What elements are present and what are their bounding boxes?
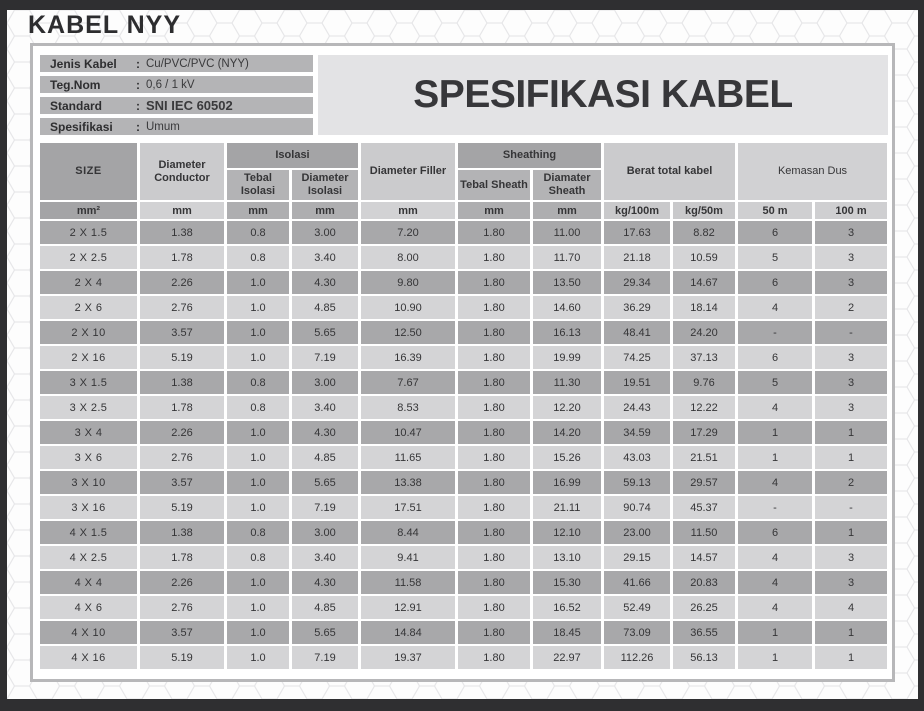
data-cell: 36.55: [673, 621, 735, 644]
data-cell: 14.84: [361, 621, 455, 644]
header-sheathing-group: Sheathing: [458, 143, 601, 168]
data-cell: 6: [738, 346, 812, 369]
data-cell: 3.57: [140, 471, 224, 494]
data-cell: 13.10: [533, 546, 601, 569]
size-cell: 4 X 10: [40, 621, 137, 644]
table-row: [40, 346, 887, 369]
data-cell: 1.80: [458, 596, 530, 619]
data-cell: 4: [738, 471, 812, 494]
data-cell: 90.74: [604, 496, 670, 519]
table-row: [40, 271, 887, 294]
data-cell: 11.70: [533, 246, 601, 269]
data-cell: 19.51: [604, 371, 670, 394]
data-cell: 0.8: [227, 521, 289, 544]
data-cell: 11.65: [361, 446, 455, 469]
data-cell: 19.37: [361, 646, 455, 669]
data-cell: 56.13: [673, 646, 735, 669]
size-cell: 4 X 4: [40, 571, 137, 594]
header-diamater-sheath: Diamater Sheath: [533, 170, 601, 200]
data-cell: 10.47: [361, 421, 455, 444]
table-row: [40, 571, 887, 594]
data-cell: 1.80: [458, 646, 530, 669]
unit-cell: 100 m: [815, 202, 887, 219]
data-cell: 1: [738, 646, 812, 669]
table-header: [40, 143, 887, 219]
data-cell: 4.30: [292, 271, 358, 294]
size-cell: 3 X 16: [40, 496, 137, 519]
data-cell: 1.80: [458, 621, 530, 644]
data-cell: 3: [815, 246, 887, 269]
data-cell: 7.19: [292, 346, 358, 369]
header-diameter-filler: Diameter Filler: [361, 143, 455, 200]
data-cell: 17.51: [361, 496, 455, 519]
data-cell: 41.66: [604, 571, 670, 594]
data-cell: 1.0: [227, 346, 289, 369]
data-cell: 0.8: [227, 396, 289, 419]
table-row: [40, 421, 887, 444]
data-cell: 10.59: [673, 246, 735, 269]
data-cell: 4: [738, 296, 812, 319]
data-cell: 0.8: [227, 546, 289, 569]
info-separator: :: [136, 77, 140, 92]
data-cell: 7.19: [292, 496, 358, 519]
data-cell: 5.65: [292, 621, 358, 644]
table-row: [40, 596, 887, 619]
data-cell: 14.67: [673, 271, 735, 294]
size-cell: 2 X 2.5: [40, 246, 137, 269]
data-cell: 29.15: [604, 546, 670, 569]
info-separator: :: [136, 119, 140, 134]
unit-cell: mm: [458, 202, 530, 219]
table-row: [40, 321, 887, 344]
data-cell: 18.45: [533, 621, 601, 644]
data-cell: 3.40: [292, 246, 358, 269]
data-cell: 4.85: [292, 296, 358, 319]
header-diameter-isolasi: Diameter Isolasi: [292, 170, 358, 200]
header-kemasan-dus: Kemasan Dus: [738, 143, 887, 200]
data-cell: 15.30: [533, 571, 601, 594]
data-cell: 3: [815, 371, 887, 394]
data-cell: 1.38: [140, 371, 224, 394]
table-row: [40, 221, 887, 244]
table-row: [40, 296, 887, 319]
data-cell: 26.25: [673, 596, 735, 619]
data-cell: 2.76: [140, 296, 224, 319]
data-cell: 2: [815, 471, 887, 494]
spec-table: [37, 141, 890, 671]
size-cell: 4 X 16: [40, 646, 137, 669]
size-cell: 3 X 10: [40, 471, 137, 494]
data-cell: 4: [815, 596, 887, 619]
spec-title-box: [318, 55, 888, 135]
unit-cell: 50 m: [738, 202, 812, 219]
data-cell: 1.80: [458, 221, 530, 244]
data-cell: 1.0: [227, 646, 289, 669]
data-cell: 12.20: [533, 396, 601, 419]
table-row: [40, 471, 887, 494]
unit-cell: mm: [533, 202, 601, 219]
data-cell: 1.38: [140, 521, 224, 544]
data-cell: 1: [738, 421, 812, 444]
header-tebal-sheath: Tebal Sheath: [458, 170, 530, 200]
data-cell: 3: [815, 396, 887, 419]
table-row: [40, 396, 887, 419]
data-cell: 5.19: [140, 346, 224, 369]
data-cell: 5.19: [140, 646, 224, 669]
data-cell: 1.80: [458, 521, 530, 544]
data-cell: 3.00: [292, 221, 358, 244]
data-cell: 7.67: [361, 371, 455, 394]
data-cell: 3: [815, 546, 887, 569]
info-label: Standard: [50, 98, 103, 113]
data-cell: 13.38: [361, 471, 455, 494]
data-cell: 1: [738, 621, 812, 644]
data-cell: 1.0: [227, 421, 289, 444]
data-cell: -: [815, 321, 887, 344]
data-cell: 4.30: [292, 421, 358, 444]
data-cell: 16.52: [533, 596, 601, 619]
size-cell: 3 X 4: [40, 421, 137, 444]
data-cell: 3: [815, 346, 887, 369]
data-cell: 6: [738, 271, 812, 294]
data-cell: 10.90: [361, 296, 455, 319]
data-cell: 2.26: [140, 421, 224, 444]
data-cell: 7.19: [292, 646, 358, 669]
data-cell: 7.20: [361, 221, 455, 244]
header-diameter-conductor: Diameter Conductor: [140, 143, 224, 200]
unit-cell: mm²: [40, 202, 137, 219]
data-cell: 22.97: [533, 646, 601, 669]
table-row: [40, 371, 887, 394]
data-cell: 21.11: [533, 496, 601, 519]
data-cell: 4.85: [292, 446, 358, 469]
data-cell: 11.30: [533, 371, 601, 394]
info-row-spesifikasi: [40, 118, 313, 135]
size-cell: 4 X 1.5: [40, 521, 137, 544]
data-cell: -: [738, 496, 812, 519]
info-label: Jenis Kabel: [50, 56, 117, 71]
data-cell: 5.65: [292, 321, 358, 344]
table-row: [40, 621, 887, 644]
data-cell: 11.00: [533, 221, 601, 244]
data-cell: 15.26: [533, 446, 601, 469]
page-title: KABEL NYY: [28, 11, 182, 39]
data-cell: 16.13: [533, 321, 601, 344]
data-cell: -: [815, 496, 887, 519]
data-cell: 12.50: [361, 321, 455, 344]
table-row: [40, 496, 887, 519]
data-cell: 21.18: [604, 246, 670, 269]
data-cell: 1.78: [140, 246, 224, 269]
data-cell: 24.20: [673, 321, 735, 344]
data-cell: 4.30: [292, 571, 358, 594]
data-cell: 73.09: [604, 621, 670, 644]
data-cell: 59.13: [604, 471, 670, 494]
data-cell: 12.10: [533, 521, 601, 544]
data-cell: 17.63: [604, 221, 670, 244]
content-panel: [30, 43, 895, 682]
size-cell: 2 X 4: [40, 271, 137, 294]
data-cell: 1.80: [458, 321, 530, 344]
data-cell: 1.80: [458, 496, 530, 519]
data-cell: 4.85: [292, 596, 358, 619]
data-cell: 17.29: [673, 421, 735, 444]
data-cell: 1.0: [227, 321, 289, 344]
data-cell: 8.82: [673, 221, 735, 244]
unit-cell: mm: [227, 202, 289, 219]
data-cell: 1.0: [227, 296, 289, 319]
data-cell: 16.39: [361, 346, 455, 369]
info-row-standard: [40, 97, 313, 114]
size-cell: 2 X 16: [40, 346, 137, 369]
data-cell: 3.00: [292, 371, 358, 394]
data-cell: 112.26: [604, 646, 670, 669]
data-cell: 5.19: [140, 496, 224, 519]
data-cell: 1.0: [227, 571, 289, 594]
data-cell: 18.14: [673, 296, 735, 319]
data-cell: 34.59: [604, 421, 670, 444]
table-row: [40, 446, 887, 469]
data-cell: 1.80: [458, 371, 530, 394]
data-cell: 5: [738, 371, 812, 394]
data-cell: 1.80: [458, 296, 530, 319]
data-cell: 5: [738, 246, 812, 269]
data-cell: 43.03: [604, 446, 670, 469]
data-cell: 2.76: [140, 446, 224, 469]
data-cell: 1.78: [140, 546, 224, 569]
data-cell: 11.58: [361, 571, 455, 594]
data-cell: 12.22: [673, 396, 735, 419]
data-cell: 1.0: [227, 596, 289, 619]
data-cell: 1.0: [227, 496, 289, 519]
data-cell: 23.00: [604, 521, 670, 544]
data-cell: 1.80: [458, 421, 530, 444]
table-row: [40, 246, 887, 269]
unit-cell: mm: [292, 202, 358, 219]
data-cell: 1.80: [458, 546, 530, 569]
data-cell: 3.57: [140, 621, 224, 644]
size-cell: 2 X 6: [40, 296, 137, 319]
data-cell: 1: [815, 621, 887, 644]
units-row: [40, 202, 887, 219]
data-cell: 4: [738, 596, 812, 619]
data-cell: 8.00: [361, 246, 455, 269]
size-cell: 3 X 2.5: [40, 396, 137, 419]
info-row-jenis-kabel: [40, 55, 313, 72]
data-cell: 1.0: [227, 621, 289, 644]
data-cell: 1.80: [458, 571, 530, 594]
data-cell: 3: [815, 221, 887, 244]
info-value: SNI IEC 60502: [146, 98, 233, 113]
data-cell: 1.80: [458, 346, 530, 369]
data-cell: 0.8: [227, 221, 289, 244]
data-cell: 5.65: [292, 471, 358, 494]
size-cell: 4 X 2.5: [40, 546, 137, 569]
size-cell: 3 X 6: [40, 446, 137, 469]
table-row: [40, 646, 887, 669]
data-cell: 3.40: [292, 396, 358, 419]
data-cell: 6: [738, 521, 812, 544]
data-cell: 2.76: [140, 596, 224, 619]
data-cell: 14.20: [533, 421, 601, 444]
data-cell: 9.76: [673, 371, 735, 394]
data-cell: -: [738, 321, 812, 344]
data-cell: 9.41: [361, 546, 455, 569]
data-cell: 3.40: [292, 546, 358, 569]
data-cell: 6: [738, 221, 812, 244]
data-cell: 29.34: [604, 271, 670, 294]
data-cell: 1.80: [458, 271, 530, 294]
info-label: Teg.Nom: [50, 77, 101, 92]
data-cell: 2.26: [140, 271, 224, 294]
data-cell: 1.80: [458, 471, 530, 494]
table-body: [40, 221, 887, 669]
data-cell: 1: [815, 421, 887, 444]
info-value: Cu/PVC/PVC (NYY): [146, 57, 249, 70]
unit-cell: mm: [361, 202, 455, 219]
data-cell: 1: [738, 446, 812, 469]
data-cell: 48.41: [604, 321, 670, 344]
page-background: [7, 10, 918, 699]
unit-cell: kg/100m: [604, 202, 670, 219]
table-row: [40, 521, 887, 544]
data-cell: 19.99: [533, 346, 601, 369]
header-isolasi-group: Isolasi: [227, 143, 358, 168]
data-cell: 29.57: [673, 471, 735, 494]
data-cell: 74.25: [604, 346, 670, 369]
data-cell: 4: [738, 571, 812, 594]
data-cell: 4: [738, 546, 812, 569]
spec-title: SPESIFIKASI KABEL: [413, 73, 793, 116]
data-cell: 1.0: [227, 471, 289, 494]
info-value: Umum: [146, 120, 180, 133]
data-cell: 21.51: [673, 446, 735, 469]
data-cell: 36.29: [604, 296, 670, 319]
data-cell: 1.78: [140, 396, 224, 419]
unit-cell: kg/50m: [673, 202, 735, 219]
size-cell: 3 X 1.5: [40, 371, 137, 394]
data-cell: 16.99: [533, 471, 601, 494]
data-cell: 2.26: [140, 571, 224, 594]
info-separator: :: [136, 98, 140, 113]
data-cell: 8.53: [361, 396, 455, 419]
info-separator: :: [136, 56, 140, 71]
data-cell: 11.50: [673, 521, 735, 544]
header-tebal-isolasi: Tebal Isolasi: [227, 170, 289, 200]
data-cell: 14.60: [533, 296, 601, 319]
data-cell: 3: [815, 571, 887, 594]
data-cell: 4: [738, 396, 812, 419]
data-cell: 52.49: [604, 596, 670, 619]
unit-cell: mm: [140, 202, 224, 219]
data-cell: 3.57: [140, 321, 224, 344]
data-cell: 0.8: [227, 371, 289, 394]
info-value: 0,6 / 1 kV: [146, 78, 195, 91]
data-cell: 3.00: [292, 521, 358, 544]
data-cell: 1.80: [458, 396, 530, 419]
data-cell: 1: [815, 446, 887, 469]
data-cell: 3: [815, 271, 887, 294]
data-cell: 1.80: [458, 246, 530, 269]
data-cell: 1: [815, 521, 887, 544]
header-size: SIZE: [40, 143, 137, 200]
data-cell: 9.80: [361, 271, 455, 294]
data-cell: 14.57: [673, 546, 735, 569]
header-berat-total: Berat total kabel: [604, 143, 735, 200]
data-cell: 2: [815, 296, 887, 319]
data-cell: 12.91: [361, 596, 455, 619]
data-cell: 1.0: [227, 271, 289, 294]
data-cell: 45.37: [673, 496, 735, 519]
size-cell: 4 X 6: [40, 596, 137, 619]
info-label: Spesifikasi: [50, 119, 113, 134]
data-cell: 1.80: [458, 446, 530, 469]
data-cell: 1.38: [140, 221, 224, 244]
size-cell: 2 X 1.5: [40, 221, 137, 244]
data-cell: 24.43: [604, 396, 670, 419]
data-cell: 0.8: [227, 246, 289, 269]
size-cell: 2 X 10: [40, 321, 137, 344]
data-cell: 8.44: [361, 521, 455, 544]
data-cell: 20.83: [673, 571, 735, 594]
data-cell: 1: [815, 646, 887, 669]
info-box: [40, 55, 313, 139]
info-row-teg-nom: [40, 76, 313, 93]
data-cell: 1.0: [227, 446, 289, 469]
data-cell: 13.50: [533, 271, 601, 294]
data-cell: 37.13: [673, 346, 735, 369]
table-row: [40, 546, 887, 569]
